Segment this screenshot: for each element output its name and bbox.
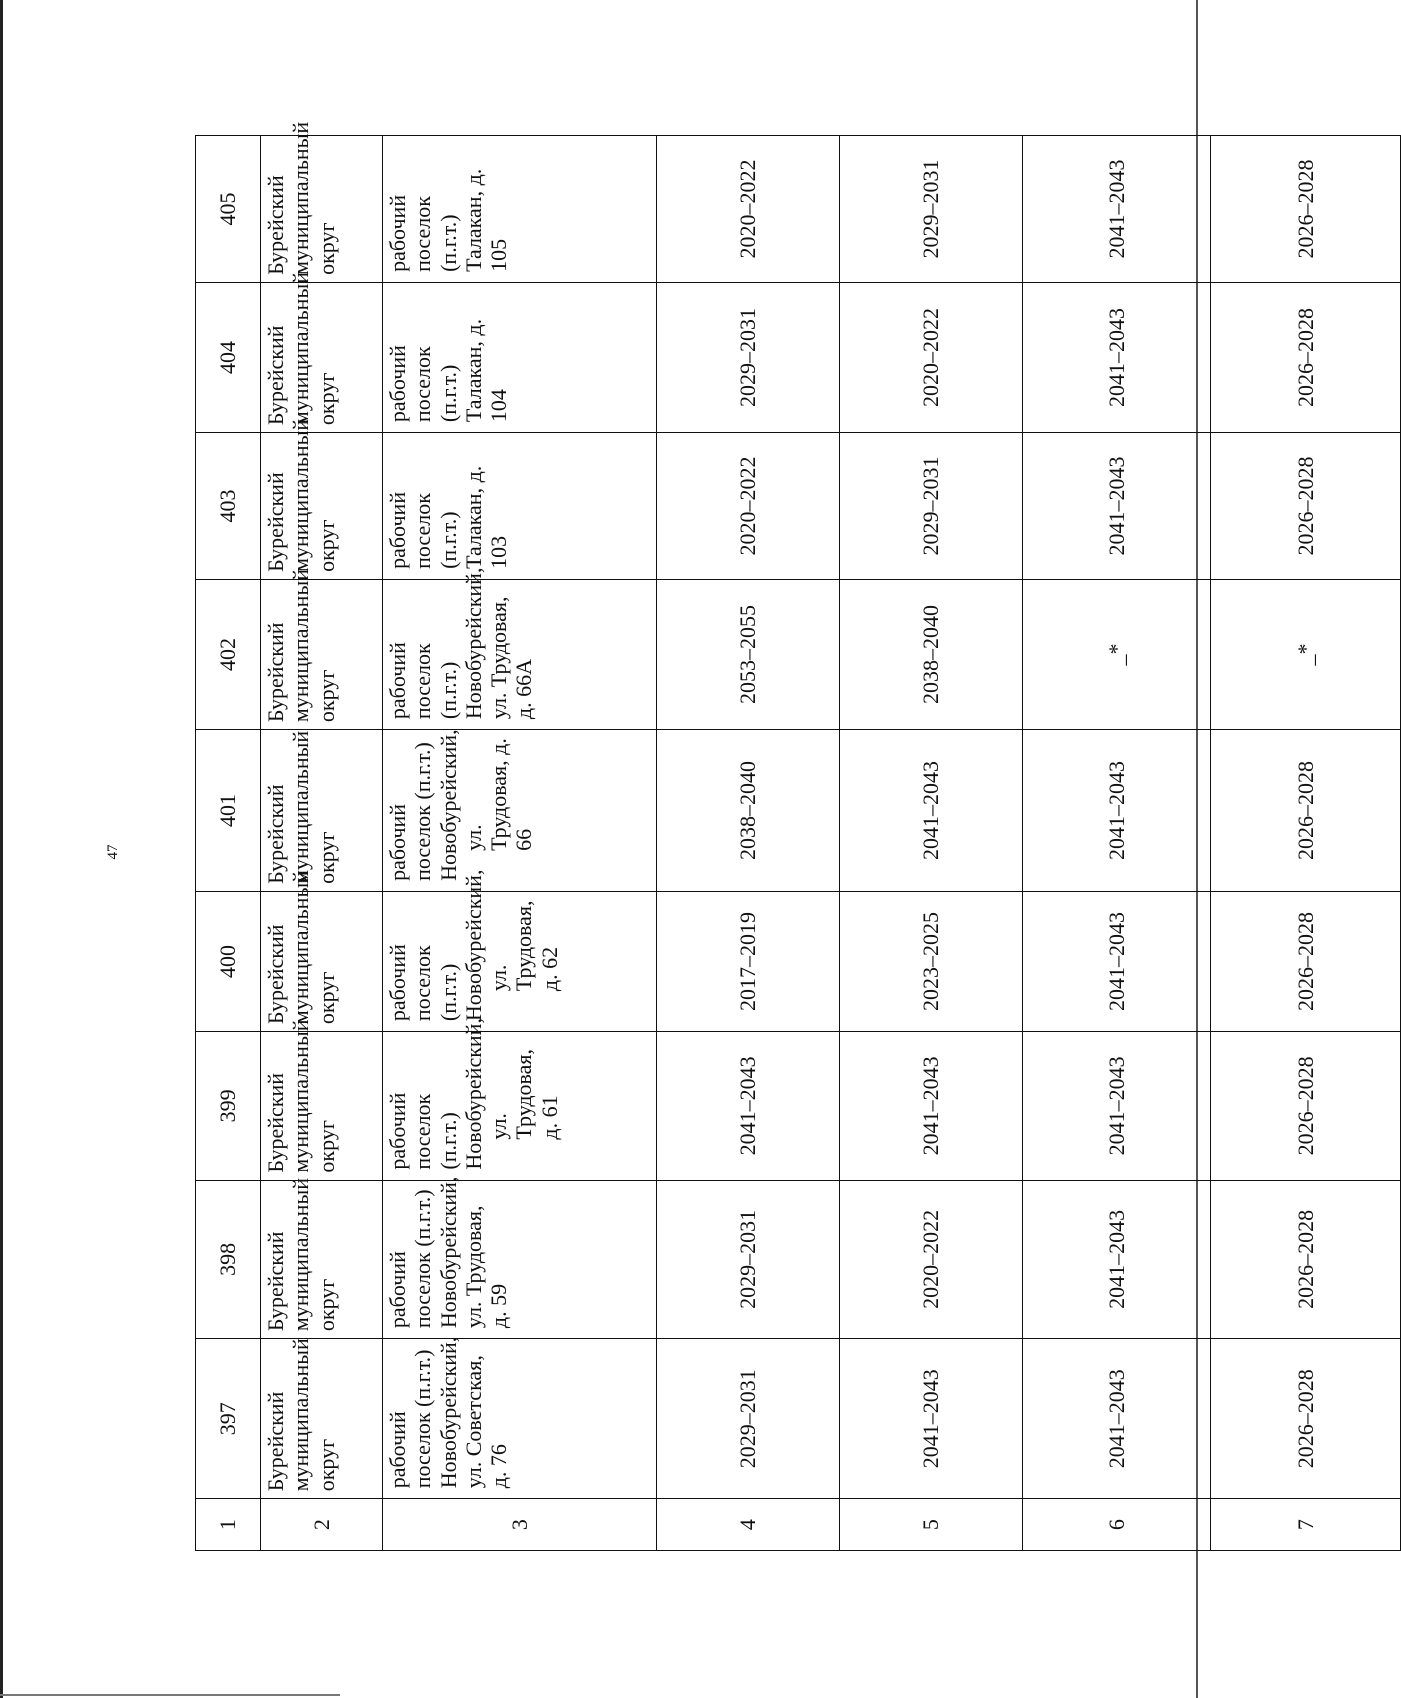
cell-period: 2029–2031 <box>840 433 1023 580</box>
cell-period: 2041–2043 <box>1023 136 1211 283</box>
cell-period: 2026–2028 <box>1211 730 1401 892</box>
address-line: Новобурейский, <box>460 1018 486 1170</box>
cell-district: Бурейский муниципальный округ <box>261 1032 383 1181</box>
cell-address <box>383 282 657 432</box>
cell-period: 2026–2028 <box>1211 891 1401 1031</box>
cell-period: 2017–2019 <box>657 891 840 1031</box>
column-header: 5 <box>840 1499 1023 1551</box>
cell-number: 399 <box>196 1032 261 1181</box>
cell-number: 398 <box>196 1180 261 1339</box>
table-column-band <box>1023 136 1211 1551</box>
table-column-band <box>383 136 657 1551</box>
cell-period: 2041–2043 <box>1023 1180 1211 1339</box>
cell-address <box>383 1336 657 1499</box>
data-table <box>195 121 1401 1551</box>
address-line: ул. Трудовая, д. 62 <box>486 900 562 992</box>
address-line: рабочий поселок (п.г.т.) <box>385 742 436 881</box>
cell-address <box>383 869 657 1031</box>
cell-period: 2029–2031 <box>657 1180 840 1339</box>
address-line: ул. Советская, д. 76 <box>460 1355 512 1489</box>
address-line: Новобурейский, <box>435 1176 461 1329</box>
cell-number: 404 <box>196 282 261 432</box>
column-header: 4 <box>657 1499 840 1551</box>
cell-period: _* <box>1211 579 1401 729</box>
cell-period: _* <box>1023 579 1211 729</box>
cell-period: 2038–2040 <box>840 579 1023 729</box>
cell-period: 2041–2043 <box>840 1032 1023 1181</box>
cell-period: 2041–2043 <box>840 730 1023 892</box>
cell-period: 2026–2028 <box>1211 1180 1401 1339</box>
cell-address <box>383 1176 657 1339</box>
cell-district: Бурейский муниципальный округ <box>261 1339 383 1499</box>
cell-address <box>383 1018 657 1181</box>
cell-period: 2041–2043 <box>1023 1032 1211 1181</box>
address-line: ул. Трудовая, д. 66А <box>486 596 537 720</box>
cell-period: 2029–2031 <box>657 1339 840 1499</box>
cell-period: 2026–2028 <box>1211 1339 1401 1499</box>
cell-district: Бурейский муниципальный округ <box>261 136 383 283</box>
column-header: 1 <box>196 1499 261 1551</box>
column-header: 6 <box>1023 1499 1211 1551</box>
address-line: рабочий поселок (п.г.т.) <box>385 345 461 423</box>
cell-number: 401 <box>196 730 261 892</box>
column-header: 2 <box>261 1499 383 1551</box>
address-line: рабочий поселок (п.г.т.) <box>385 944 461 1022</box>
cell-period: 2026–2028 <box>1211 1032 1401 1181</box>
cell-address <box>383 567 657 729</box>
cell-period: 2041–2043 <box>1023 433 1211 580</box>
address-line: ул. Трудовая, д. 59 <box>460 1205 512 1329</box>
address-line: Новобурейский, <box>435 729 461 881</box>
cell-period: 2041–2043 <box>1023 891 1211 1031</box>
cell-number: 397 <box>196 1339 261 1499</box>
address-line: рабочий поселок (п.г.т.) <box>385 491 461 569</box>
cell-number: 400 <box>196 891 261 1031</box>
cell-period: 2041–2043 <box>1023 730 1211 892</box>
cell-period: 2020–2022 <box>657 433 840 580</box>
cell-period: 2026–2028 <box>1211 433 1401 580</box>
cell-period: 2041–2043 <box>1023 282 1211 432</box>
cell-district: Бурейский муниципальный округ <box>261 730 383 892</box>
address-line: рабочий поселок (п.г.т.) <box>385 1092 461 1170</box>
column-header: 3 <box>383 1499 657 1551</box>
page-number: 47 <box>105 844 121 860</box>
address-line: Новобурейский, <box>435 1336 461 1489</box>
cell-period: 2029–2031 <box>657 282 840 432</box>
cell-district: Бурейский муниципальный округ <box>261 1180 383 1339</box>
cell-district: Бурейский муниципальный округ <box>261 282 383 432</box>
address-line: рабочий поселок (п.г.т.) <box>385 194 461 272</box>
cell-period: 2020–2022 <box>840 1180 1023 1339</box>
cell-period: 2041–2043 <box>1023 1339 1211 1499</box>
rotated-table-wrapper <box>195 121 1318 1551</box>
cell-district: Бурейский муниципальный округ <box>261 433 383 580</box>
cell-address <box>383 136 657 283</box>
cell-period: 2026–2028 <box>1211 136 1401 283</box>
table-body <box>196 121 1401 1551</box>
address-line: рабочий поселок (п.г.т.) <box>385 1349 436 1489</box>
address-line: Талакан, д. 105 <box>460 168 512 272</box>
table-column-band <box>657 136 840 1551</box>
cell-number: 403 <box>196 433 261 580</box>
page-edge-bottom <box>0 1694 340 1696</box>
cell-period: 2038–2040 <box>657 730 840 892</box>
cell-address <box>383 730 657 892</box>
table-column-band <box>1211 136 1401 1551</box>
cell-period: 2023–2025 <box>840 891 1023 1031</box>
cell-address <box>383 433 657 580</box>
cell-period: 2020–2022 <box>840 282 1023 432</box>
table-column-band <box>196 136 261 1551</box>
address-line: ул. Трудовая, д. 66 <box>460 738 537 851</box>
cell-district: Бурейский муниципальный округ <box>261 891 383 1031</box>
address-line: Талакан, д. 104 <box>460 318 512 423</box>
address-line: рабочий поселок (п.г.т.) <box>385 1189 436 1329</box>
address-line: рабочий поселок (п.г.т.) <box>385 642 461 720</box>
cell-number: 402 <box>196 579 261 729</box>
table-column-band <box>840 136 1023 1551</box>
cell-period: 2026–2028 <box>1211 282 1401 432</box>
cell-period: 2020–2022 <box>657 136 840 283</box>
cell-number: 405 <box>196 136 261 283</box>
cell-period: 2053–2055 <box>657 579 840 729</box>
cell-period: 2041–2043 <box>840 1339 1023 1499</box>
column-header: 7 <box>1211 1499 1401 1551</box>
address-line: Новобурейский, <box>460 567 486 720</box>
cell-district: Бурейский муниципальный округ <box>261 579 383 729</box>
address-line: Новобурейский, <box>460 869 486 1022</box>
table-column-band <box>261 136 383 1551</box>
address-line: ул. Трудовая, д. 61 <box>486 1048 562 1140</box>
address-line: Талакан, д. 103 <box>460 465 512 569</box>
page-edge-left <box>0 0 3 1698</box>
cell-period: 2041–2043 <box>657 1032 840 1181</box>
cell-period: 2029–2031 <box>840 136 1023 283</box>
